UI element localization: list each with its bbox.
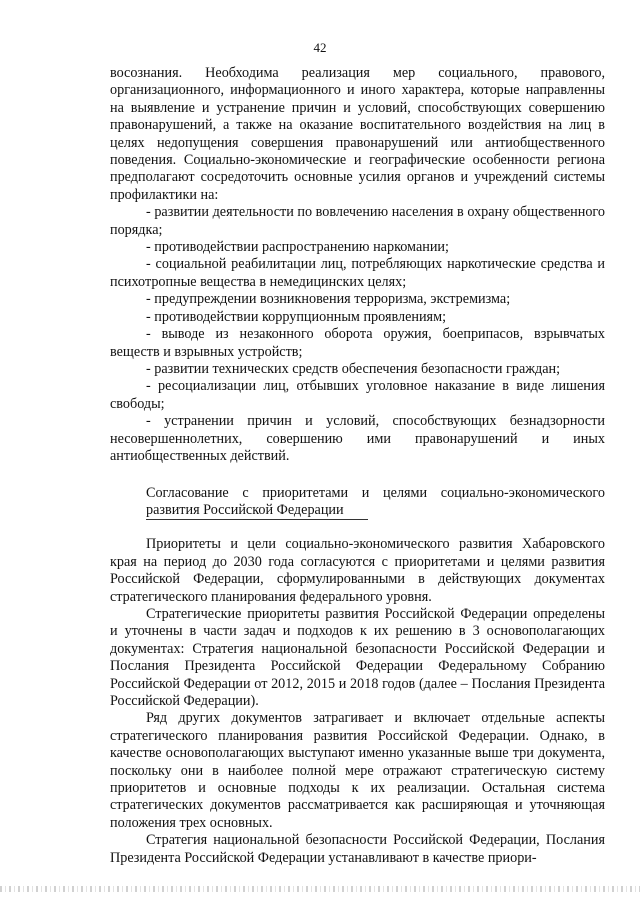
page-number: 42 — [313, 40, 327, 55]
section-heading — [110, 485, 605, 520]
list-item: - выводе из незаконного оборота оружия, боеприпасов, взрывчатых веществ и взрывных устройств; — [110, 326, 605, 360]
list-item: - противодействии коррупционным проявлениям; — [146, 308, 447, 325]
list-item: - развитии деятельности по вовлечению населения в охрану общественного порядка; — [110, 204, 605, 238]
paragraph-other-documents: Ряд других документов затрагивает и включает отдельные аспекты стратегического планирования развития Российской Федерации. Однако, в качестве основополагающих выступают именно указанные выше три документа, поскольку они в наиболее полной мере отражают стратегическую систему приоритетов и основные подходы к их реализации. Остальная система стратегических документов рассматривается как расширяющая и уточняющая положения трех основных. — [110, 710, 605, 831]
list-item: - противодействии распространению наркомании; — [146, 239, 449, 256]
list-item: - устранении причин и условий, способствующих безнадзорности несовершеннолетних, совершению ими правонарушений и иных антиобщественных действий. — [110, 413, 605, 464]
section-heading-line-2: развития Российской Федерации — [146, 502, 344, 519]
list-item: - социальной реабилитации лиц, потребляющих наркотические средства и психотропные вещества в немедицинских целях; — [110, 256, 605, 290]
spacer — [110, 520, 605, 536]
document-body — [110, 65, 605, 867]
scan-edge-noise — [0, 886, 640, 892]
section-heading-line-1: Согласование с приоритетами и целями социально-экономического — [146, 485, 605, 502]
list-item: - предупреждении возникновения терроризма, экстремизма; — [146, 291, 511, 308]
paragraph-priorities: Приоритеты и цели социально-экономического развития Хабаровского края на период до 2030 года согласуются с приоритетами и целями развития Российской Федерации, сформулированными в действующих документах стратегического планирования федерального уровня. — [110, 536, 605, 605]
paragraph-prevention-intro: восознания. Необходима реализация мер социального, правового, организационного, информационного и иного характера, которые направленны на выявление и устранение причин и условий, способствующих совершению правонарушений, а также на оказание воспитательного воздействия на лиц в целях недопущения совершения правонарушений или антиобщественного поведения. Социально-экономические и географические особенности региона предполагают сосредоточить основные усилия органов и учреждений системы профилактики на: — [110, 65, 605, 203]
list-item: - развитии технических средств обеспечения безопасности граждан; — [146, 360, 561, 377]
paragraph-security-strategy: Стратегия национальной безопасности Российской Федерации, Послания Президента Российской Федерации устанавливают в качестве приори- — [110, 832, 605, 866]
list-item: - ресоциализации лиц, отбывших уголовное наказание в виде лишения свободы; — [110, 378, 605, 412]
paragraph-strategic-priorities: Стратегические приоритеты развития Российской Федерации определены и уточнены в части задач и подходов к их решению в 3 основополагающих документах: Стратегия национальной безопасности Российской Федерации и Послания Президента Российской Федерации Федеральному Собранию Российской Федерации от 2012, 2015 и 2018 годов (далее – Послания Президента Российской Федерации). — [110, 605, 605, 709]
prevention-list — [110, 204, 605, 465]
